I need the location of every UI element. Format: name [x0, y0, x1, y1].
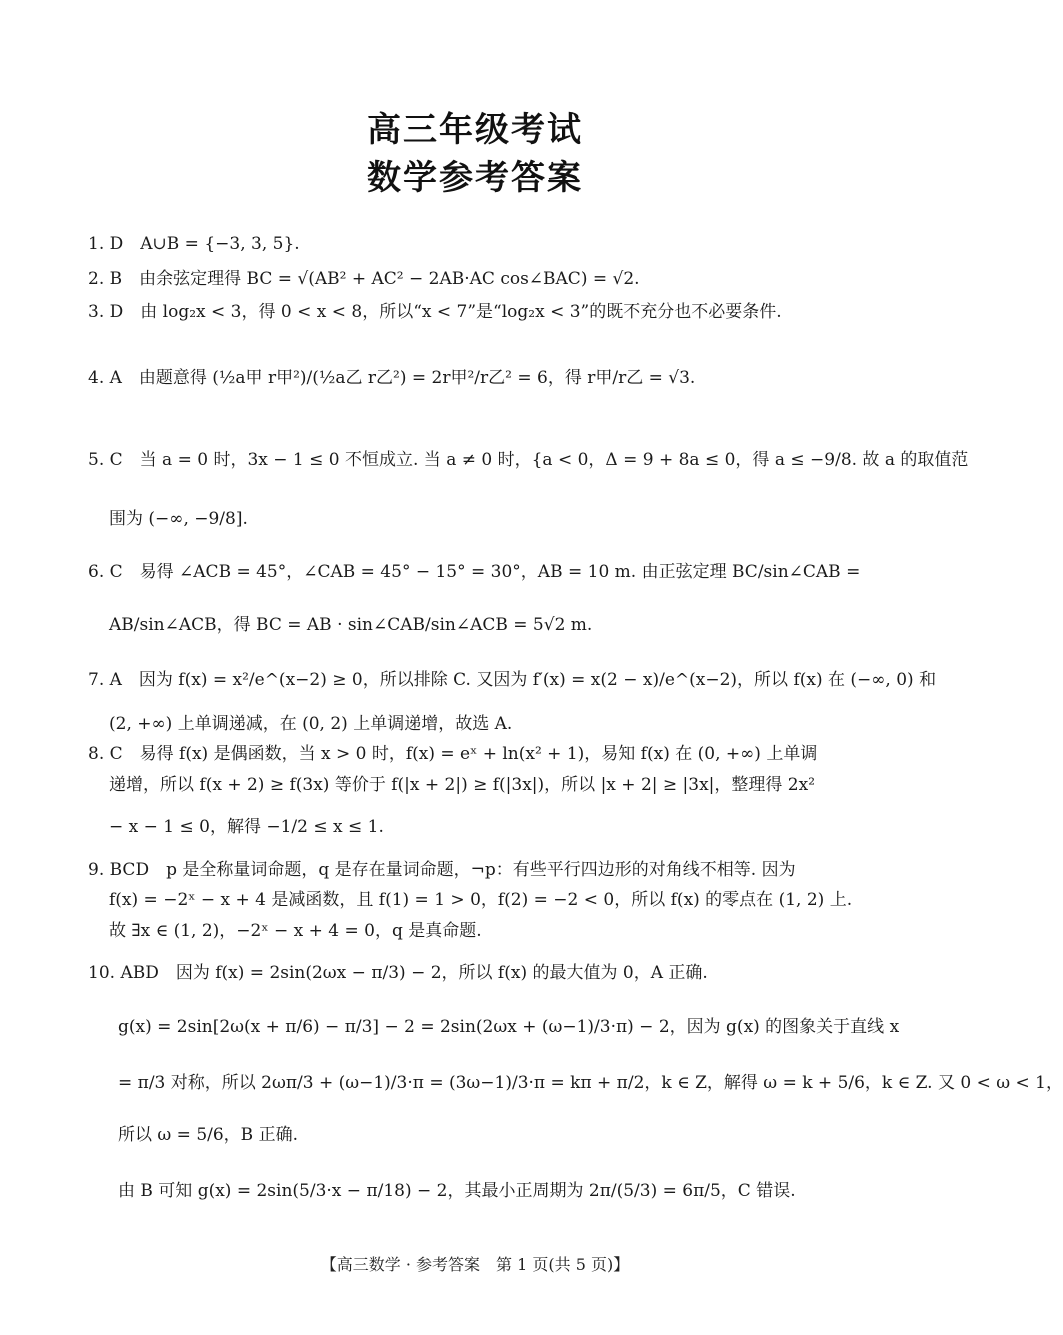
- answer-line-6-cont: AB/sin∠ACB，得 BC = AB · sin∠CAB/sin∠ACB = 5√2 m.: [109, 615, 593, 635]
- page-footer: 【高三数学 · 参考答案 第 1 页(共 5 页)】: [320, 1255, 630, 1274]
- page-subtitle: 数学参考答案: [367, 158, 583, 198]
- answer-line-3: 3. D 由 log₂x < 3，得 0 < x < 8，所以“x < 7”是“log₂x < 3”的既不充分也不必要条件.: [88, 302, 782, 322]
- answer-line-9-cont-2: 故 ∃x ∈ (1, 2)，−2ˣ − x + 4 = 0，q 是真命题.: [109, 921, 482, 941]
- answer-line-10-cont-3: 所以 ω = 5/6，B 正确.: [118, 1125, 298, 1145]
- answer-line-6: 6. C 易得 ∠ACB = 45°，∠CAB = 45° − 15° = 30°，AB = 10 m. 由正弦定理 BC/sin∠CAB =: [88, 562, 861, 582]
- answer-line-8: 8. C 易得 f(x) 是偶函数，当 x > 0 时，f(x) = eˣ + ln(x² + 1)，易知 f(x) 在 (0, +∞) 上单调: [88, 744, 818, 764]
- answer-line-5-cont: 围为 (−∞, −9/8].: [109, 509, 248, 529]
- answer-line-1: 1. D A∪B = {−3, 3, 5}.: [88, 234, 300, 254]
- answer-line-7: 7. A 因为 f(x) = x²/e^(x−2) ≥ 0，所以排除 C. 又因为 f′(x) = x(2 − x)/e^(x−2)，所以 f(x) 在 (−∞, 0) 和: [88, 670, 937, 690]
- page-title: 高三年级考试: [367, 110, 583, 150]
- answer-line-8-cont-2: − x − 1 ≤ 0，解得 −1/2 ≤ x ≤ 1.: [109, 817, 384, 837]
- answer-line-10-cont-1: g(x) = 2sin[2ω(x + π/6) − π/3] − 2 = 2sin(2ωx + (ω−1)/3·π) − 2，因为 g(x) 的图象关于直线 x: [118, 1017, 900, 1037]
- answer-line-10: 10. ABD 因为 f(x) = 2sin(2ωx − π/3) − 2，所以 f(x) 的最大值为 0，A 正确.: [88, 963, 708, 983]
- answer-line-10-cont-2: = π/3 对称，所以 2ωπ/3 + (ω−1)/3·π = (3ω−1)/3·π = kπ + π/2，k ∈ Z，解得 ω = k + 5/6，k ∈ Z. 又 0 < ω < 1，: [118, 1073, 1063, 1093]
- answer-line-7-cont: (2, +∞) 上单调递减，在 (0, 2) 上单调递增，故选 A.: [109, 714, 513, 734]
- answer-line-2: 2. B 由余弦定理得 BC = √(AB² + AC² − 2AB·AC cos∠BAC) = √2.: [88, 269, 640, 289]
- answer-line-9: 9. BCD p 是全称量词命题，q 是存在量词命题，¬p：有些平行四边形的对角线不相等. 因为: [88, 860, 796, 880]
- answer-line-8-cont-1: 递增，所以 f(x + 2) ≥ f(3x) 等价于 f(|x + 2|) ≥ f(|3x|)，所以 |x + 2| ≥ |3x|，整理得 2x²: [109, 775, 816, 795]
- answer-line-5: 5. C 当 a = 0 时，3x − 1 ≤ 0 不恒成立. 当 a ≠ 0 时，{a < 0，Δ = 9 + 8a ≤ 0，得 a ≤ −9/8. 故 a 的取值范: [88, 450, 969, 470]
- answer-line-10-cont-4: 由 B 可知 g(x) = 2sin(5/3·x − π/18) − 2，其最小正周期为 2π/(5/3) = 6π/5，C 错误.: [118, 1181, 796, 1201]
- answer-line-4: 4. A 由题意得 (½a甲 r甲²)/(½a乙 r乙²) = 2r甲²/r乙² = 6，得 r甲/r乙 = √3.: [88, 368, 696, 388]
- answer-line-9-cont-1: f(x) = −2ˣ − x + 4 是减函数，且 f(1) = 1 > 0，f(2) = −2 < 0，所以 f(x) 的零点在 (1, 2) 上.: [109, 890, 853, 910]
